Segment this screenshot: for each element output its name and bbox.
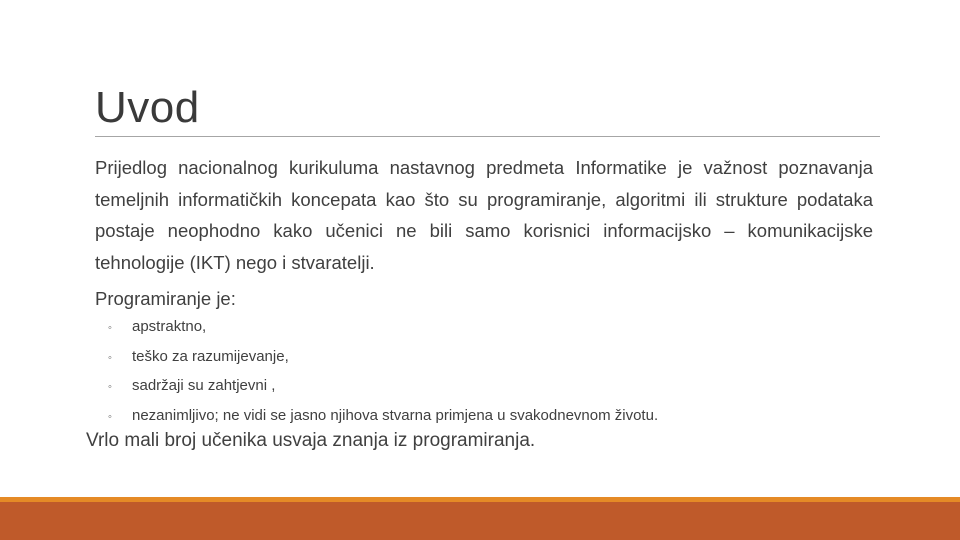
- circle-bullet-icon: ◦: [108, 351, 112, 364]
- intro-paragraph: Prijedlog nacionalnog kurikuluma nastavnog predmeta Informatike je važnost poznavanja temeljnih informatičkih koncepata kao što su programiranje, algoritmi ili strukture podataka postaje neophodno kako učenici ne bili samo korisnici informacijsko – komunikacijske tehnologije (IKT) nego i stvaratelji.: [95, 157, 873, 273]
- list-item-text: nezanimljivo; ne vidi se jasno njihova stvarna primjena u svakodnevnom životu.: [132, 406, 659, 424]
- title-divider: [95, 136, 880, 137]
- bullet-list: [108, 313, 658, 431]
- programming-intro: Programiranje je:: [95, 288, 236, 309]
- slide-title: Uvod: [95, 83, 200, 132]
- footer-band: [0, 502, 960, 540]
- list-item-text: teško za razumijevanje,: [132, 347, 289, 365]
- list-item: [108, 372, 658, 402]
- circle-bullet-icon: ◦: [108, 410, 112, 423]
- list-item: [108, 313, 658, 343]
- list-item: [108, 343, 658, 373]
- circle-bullet-icon: ◦: [108, 322, 112, 334]
- list-item-text: apstraktno,: [132, 318, 207, 335]
- list-item-text: sadržaji su zahtjevni ,: [132, 377, 276, 394]
- closing-statement: Vrlo mali broj učenika usvaja znanja iz programiranja.: [86, 430, 536, 451]
- circle-bullet-icon: ◦: [108, 381, 112, 393]
